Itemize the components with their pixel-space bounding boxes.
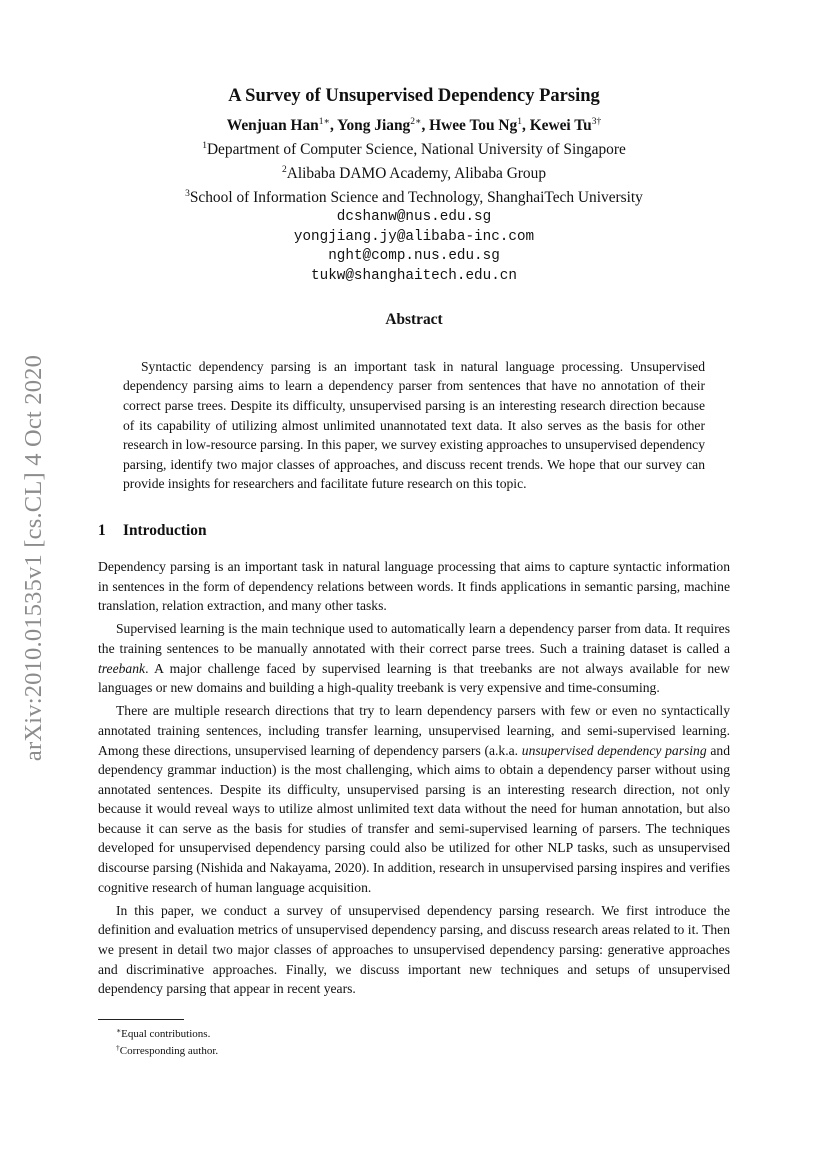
affiliation: $^1$Department of Computer Science, National University of Singapore (202, 141, 626, 158)
footnote: ∗Equal contributions. (116, 1025, 211, 1040)
footnote-mark: † (116, 1043, 120, 1053)
paragraph: Supervised learning is the main technique used to automatically learn a dependency parser from data. It requires the training sentences to be manually annotated with their correct parse trees. Such a training dataset is called a treebank. A major challenge faced by supervised learning is that treebanks are not always available for new languages or new domains and building a high-quality treebank is very expensive and time-consuming. (98, 621, 730, 696)
arxiv-identifier-stamp (12, 348, 56, 768)
author-email: tukw@shanghaitech.edu.cn (311, 268, 517, 285)
affiliation: $^2$Alibaba DAMO Academy, Alibaba Group (281, 165, 547, 182)
author-email: dcshanw@nus.edu.sg (336, 209, 492, 225)
author-name: Hwee Tou Ng (429, 117, 518, 134)
paragraph: In this paper, we conduct a survey of unsupervised dependency parsing research. We first introduce the definition and evaluation metrics of unsupervised dependency parsing, and discuss research areas related to it. Then we present in detail two major classes of approaches to unsupervised dependency parsing: generative approaches and discriminative approaches. Finally, we discuss important new techniques and setups of unsupervised dependency parsing that appear in recent years. (98, 902, 730, 997)
abstract-heading: Abstract (385, 310, 443, 328)
footnote-mark: ∗ (116, 1025, 122, 1035)
footnotes (98, 1024, 730, 1059)
paper-title: A Survey of Unsupervised Dependency Parsing (228, 86, 600, 106)
paragraph: There are multiple research directions that try to learn dependency parsers with few or even no syntactically annotated training sentences, including transfer learning, unsupervised learning, and semi-supervised learning. Among these directions, unsupervised learning of dependency parsers (a.k.a. unsupervised dependency parsing and dependency grammar induction) is the most challenging, which aims to obtain a dependency parser without using annotated sentences. Despite its difficulty, unsupervised parsing is an interesting research direction, not only because it would reveal ways to utilize almost unlimited text data without the need for human annotation, but also because it can serve as the basis for studies of transfer and semi-supervised learning of parsers. The techniques developed for unsupervised dependency parsing could also be utilized for other NLP tasks, such as unsupervised discourse parsing (Nishida and Nakayama, 2020). In addition, research in unsupervised parsing inspires and verifies cognitive research of human language acquisition. (98, 703, 731, 895)
introduction-body (98, 557, 730, 999)
author-name: Kewei Tu (529, 117, 592, 134)
abstract-text: Syntactic dependency parsing is an important task in natural language processing. Unsupervised dependency parsing aims to learn a dependency parser from sentences that have no annotation of their correct parse trees. Despite its difficulty, unsupervised parsing is an interesting research direction because of its capability of utilizing almost unlimited unannotated text data. It also serves as the basis for other research in low-resource parsing. In this paper, we survey existing approaches to unsupervised dependency parsing, identify two major classes of approaches, and discuss recent trends. We hope that our survey can provide insights for researchers and facilitate future research on this topic. (123, 358, 705, 492)
arxiv-stamp-text: arXiv:2010.01535v1 [cs.CL] 4 Oct 2020 (20, 354, 47, 762)
author-mark: 1 (517, 117, 522, 127)
affiliation-mark: 1 (202, 141, 207, 151)
paragraph: Dependency parsing is an important task in natural language processing that aims to capture syntactic information in sentences in the form of dependency relations between words. It finds applications in semantic parsing, machine translation, relation extraction, and many other tasks. (98, 558, 730, 614)
affiliation: $^3$School of Information Science and Technology, ShanghaiTech University (185, 189, 643, 206)
section-heading-introduction (98, 521, 730, 541)
section-number: 1 (98, 521, 106, 539)
affiliation-mark: 3 (185, 189, 190, 199)
author-name: Yong Jiang (337, 117, 411, 134)
author-email: nght@comp.nus.edu.sg (328, 248, 500, 265)
author-mark: 3† (591, 117, 602, 127)
author-mark: 2∗ (410, 117, 422, 127)
author-mark: 1∗ (318, 117, 330, 127)
author-name: Wenjuan Han (226, 117, 319, 134)
author-list: Wenjuan Han$^{1∗}$, Yong Jiang$^{2∗}$, Hwee Tou Ng$^1$, Kewei $Tu^{3\dagger}$ (226, 117, 602, 134)
footnote-divider (98, 1019, 184, 1020)
affiliation-mark: 2 (281, 165, 287, 175)
paper-page (98, 84, 730, 1059)
emphasis-term: unsupervised dependency parsing (521, 742, 707, 758)
footnote: †Corresponding author. (116, 1043, 219, 1058)
emphasis-term: treebank (98, 660, 146, 676)
author-email: yongjiang.jy@alibaba-inc.com (293, 228, 535, 245)
section-title: Introduction (123, 521, 207, 539)
